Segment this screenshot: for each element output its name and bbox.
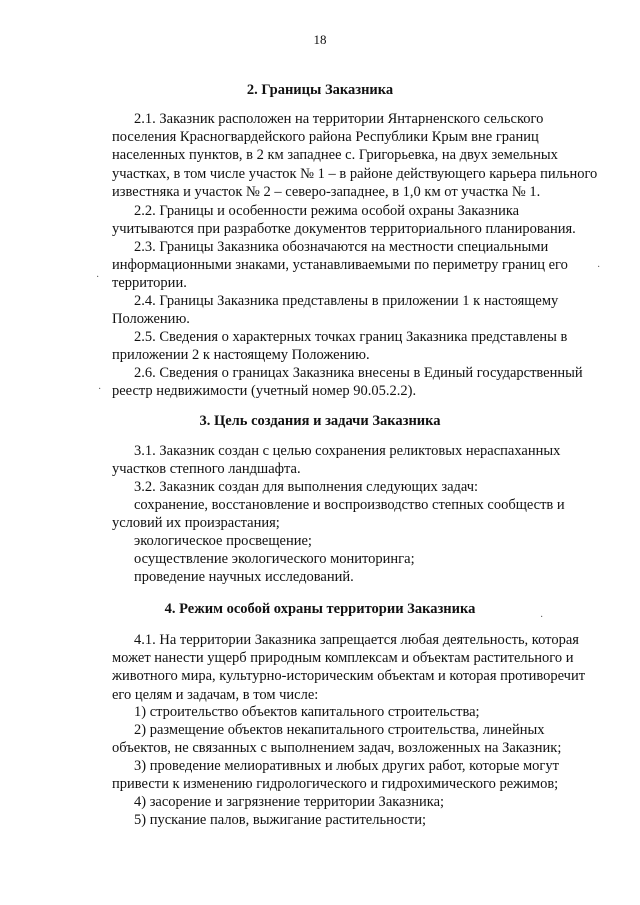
section-4-heading: 4. Режим особой охраны территории Заказника xyxy=(164,601,476,617)
paragraph-3-1 xyxy=(112,442,598,478)
scan-speck: · xyxy=(540,612,544,623)
text-line: сохранение, восстановление и воспроизводство степных сообществ и xyxy=(134,497,565,513)
text-line: условий их произрастания; xyxy=(112,515,280,532)
paragraph-2-2 xyxy=(112,202,598,238)
text-line: 3) проведение мелиоративных и любых других работ, которые могут xyxy=(134,758,559,774)
list-item: 5) пускание палов, выжигание растительности; xyxy=(134,812,426,828)
text-line: 2.5. Сведения о характерных точках границ Заказника представлены в xyxy=(134,329,568,345)
paragraph-3-2-list xyxy=(112,496,598,532)
text-line: информационными знаками, устанавливаемыми по периметру границ его xyxy=(112,257,568,274)
section-3-heading: 3. Цель создания и задачи Заказника xyxy=(199,413,441,429)
text-line: 2.1. Заказник расположен на территории Янтарненского сельского xyxy=(134,111,544,127)
text-line: 2.6. Сведения о границах Заказника внесены в Единый государственный xyxy=(134,365,583,381)
list-item: экологическое просвещение; xyxy=(134,533,312,549)
scan-speck: · xyxy=(96,272,100,283)
text-line: учитываются при разработке документов территориального планирования. xyxy=(112,221,576,238)
paragraph-2-4 xyxy=(112,292,598,328)
list-item: 4) засорение и загрязнение территории Заказника; xyxy=(134,794,445,810)
text-line: известняка и участок № 2 – северо-западнее, в 1,0 км от участка № 1. xyxy=(112,183,541,200)
text-line: 3.2. Заказник создан для выполнения следующих задач: xyxy=(134,479,479,495)
text-line: может нанести ущерб природным комплексам и объектам растительного и xyxy=(112,650,574,667)
text-line: участков степного ландшафта. xyxy=(112,461,301,478)
page-number: 18 xyxy=(313,32,327,47)
text-line: населенных пунктов, в 2 км западнее с. Григорьевка, на двух земельных xyxy=(112,147,558,164)
scan-speck: · xyxy=(98,384,102,395)
paragraph-4-1-2 xyxy=(112,721,598,757)
text-line: 2.3. Границы Заказника обозначаются на местности специальными xyxy=(134,239,549,255)
text-line: 2.4. Границы Заказника представлены в приложении 1 к настоящему xyxy=(134,293,559,309)
text-line: 2.2. Границы и особенности режима особой охраны Заказника xyxy=(134,203,520,219)
paragraph-2-3 xyxy=(112,238,601,293)
list-item: осуществление экологического мониторинга; xyxy=(134,551,415,567)
text-line: 2) размещение объектов некапитального строительства, линейных xyxy=(134,722,545,738)
text-line: приложении 2 к настоящему Положению. xyxy=(112,347,370,364)
paragraph-4-1-3 xyxy=(112,757,598,793)
paragraph-2-5 xyxy=(112,328,598,364)
scan-speck: · xyxy=(597,262,601,273)
text-line: участках, в том числе участок № 1 – в районе действующего карьера пильного xyxy=(112,165,598,182)
list-item: проведение научных исследований. xyxy=(134,569,354,585)
text-line: животного мира, культурно-историческим объектам и которая противоречит xyxy=(112,668,586,685)
section-2-heading: 2. Границы Заказника xyxy=(246,82,394,98)
text-line: 4.1. На территории Заказника запрещается любая деятельность, которая xyxy=(134,632,579,648)
text-line: 3.1. Заказник создан с целью сохранения реликтовых нераспаханных xyxy=(134,443,561,459)
text-line: поселения Красногвардейского района Республики Крым вне границ xyxy=(112,129,539,146)
paragraph-2-1 xyxy=(112,110,598,201)
text-line: реестр недвижимости (учетный номер 90.05.2.2). xyxy=(112,383,417,400)
text-line: Положению. xyxy=(112,311,190,328)
paragraph-3-2 xyxy=(112,478,598,496)
text-line: привести к изменению гидрологического и гидрохимического режимов; xyxy=(112,776,559,793)
paragraph-4-1 xyxy=(112,631,598,704)
list-item: 1) строительство объектов капитального строительства; xyxy=(134,704,480,720)
paragraph-2-6 xyxy=(112,364,598,400)
text-line: территории. xyxy=(112,275,187,292)
text-line: его целям и задачам, в том числе: xyxy=(112,686,319,703)
text-line: объектов, не связанных с выполнением задач, возложенных на Заказник; xyxy=(112,740,562,757)
